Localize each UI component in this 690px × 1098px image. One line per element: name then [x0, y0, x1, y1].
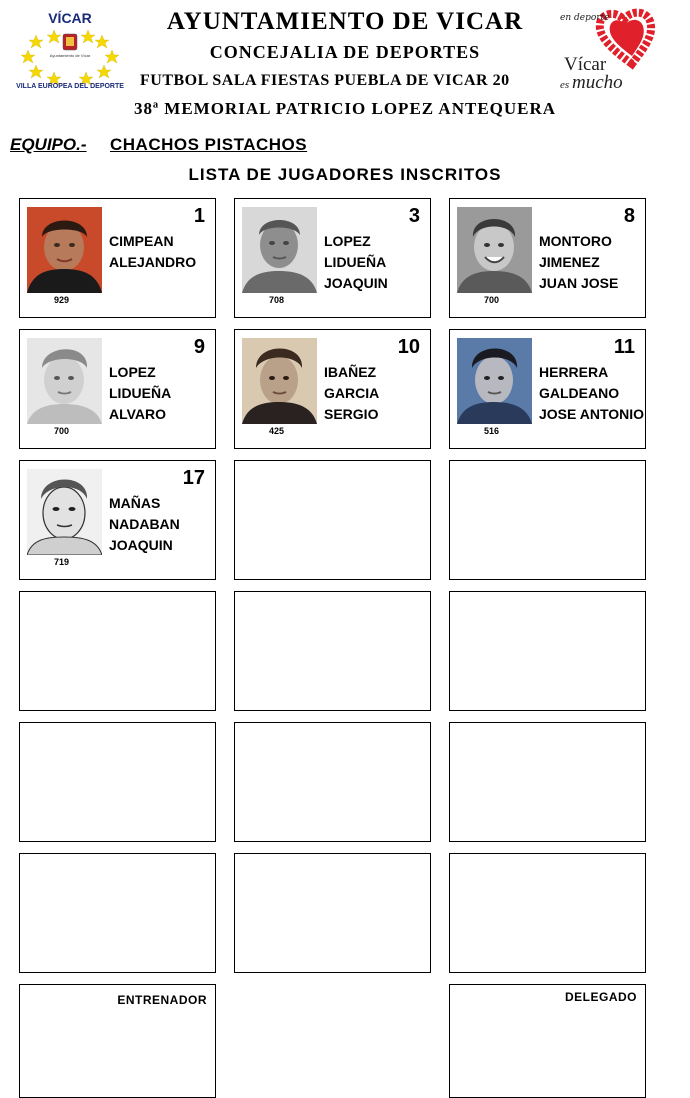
- player-card: [234, 198, 431, 318]
- list-title: LISTA DE JUGADORES INSCRITOS: [188, 165, 502, 184]
- player-card: [19, 198, 216, 318]
- page-title: AYUNTAMIENTO DE VICAR: [166, 8, 524, 35]
- player-name: HERRERA GALDEANO JOSE ANTONIO: [539, 364, 645, 422]
- player-number: 17: [182, 467, 205, 489]
- player-code: 425: [269, 426, 285, 436]
- empty-player-card: [19, 722, 216, 842]
- empty-player-card: [449, 853, 646, 973]
- player-number: 3: [408, 205, 420, 227]
- player-number: 9: [193, 336, 205, 358]
- svg-text:mucho: mucho: [572, 72, 623, 93]
- player-card: [234, 329, 431, 449]
- player-photo: [242, 338, 317, 424]
- svg-text:en deporte: en deporte: [560, 13, 610, 23]
- team-label: EQUIPO.-: [10, 135, 87, 154]
- player-code: 700: [54, 426, 70, 436]
- delegate-label: DELEGADO: [564, 990, 637, 1004]
- department-subtitle: CONCEJALIA DE DEPORTES: [209, 42, 481, 62]
- svg-text:es: es: [560, 79, 570, 91]
- player-photo: [27, 469, 102, 555]
- player-card: [19, 329, 216, 449]
- empty-player-card: [234, 853, 431, 973]
- player-code: 719: [54, 557, 70, 567]
- player-name: IBAÑEZ GARCIA SERGIO: [324, 364, 380, 422]
- player-card: [449, 329, 646, 449]
- player-photo: [457, 207, 532, 293]
- team-name: CHACHOS PISTACHOS: [110, 135, 308, 154]
- player-number: 11: [613, 336, 635, 358]
- player-name: CIMPEAN ALEJANDRO: [109, 233, 197, 270]
- player-photo: [27, 338, 102, 424]
- coach-label: ENTRENADOR: [117, 993, 207, 1007]
- empty-player-card: [19, 591, 216, 711]
- svg-text:Vícar: Vícar: [564, 54, 607, 75]
- player-photo: [27, 207, 102, 293]
- svg-text:VILLA EUROPEA DEL DEPORTE: VILLA EUROPEA DEL DEPORTE: [16, 83, 124, 90]
- coach-card: [19, 984, 216, 1098]
- player-name: MONTORO JIMENEZ JUAN JOSE: [539, 233, 619, 291]
- player-number: 1: [193, 205, 205, 227]
- svg-text:VÍCAR: VÍCAR: [48, 10, 92, 26]
- event-title: FUTBOL SALA FIESTAS PUEBLA DE VICAR 20: [140, 72, 510, 89]
- empty-player-card: [234, 460, 431, 580]
- player-number: 10: [397, 336, 420, 358]
- player-number: 8: [623, 205, 635, 227]
- player-code: 708: [269, 295, 285, 305]
- player-code: 516: [484, 426, 500, 436]
- delegate-card: [449, 984, 646, 1098]
- empty-player-card: [234, 591, 431, 711]
- player-photo: [457, 338, 532, 424]
- empty-player-card: [449, 460, 646, 580]
- player-card: [19, 460, 216, 580]
- player-code: 929: [54, 295, 70, 305]
- empty-player-card: [19, 853, 216, 973]
- memorial-title: 38ª MEMORIAL PATRICIO LOPEZ ANTEQUERA: [133, 99, 557, 118]
- empty-player-card: [449, 591, 646, 711]
- empty-player-card: [449, 722, 646, 842]
- svg-text:Ayuntamiento de Vícar: Ayuntamiento de Vícar: [49, 53, 91, 58]
- empty-player-card: [234, 722, 431, 842]
- player-name: MAÑAS NADABAN JOAQUIN: [109, 495, 180, 553]
- player-code: 700: [484, 295, 500, 305]
- player-card: [449, 198, 646, 318]
- player-name: LOPEZ LIDUEÑA JOAQUIN: [324, 233, 388, 291]
- player-name: LOPEZ LIDUEÑA ALVARO: [109, 364, 172, 422]
- player-photo: [242, 207, 317, 293]
